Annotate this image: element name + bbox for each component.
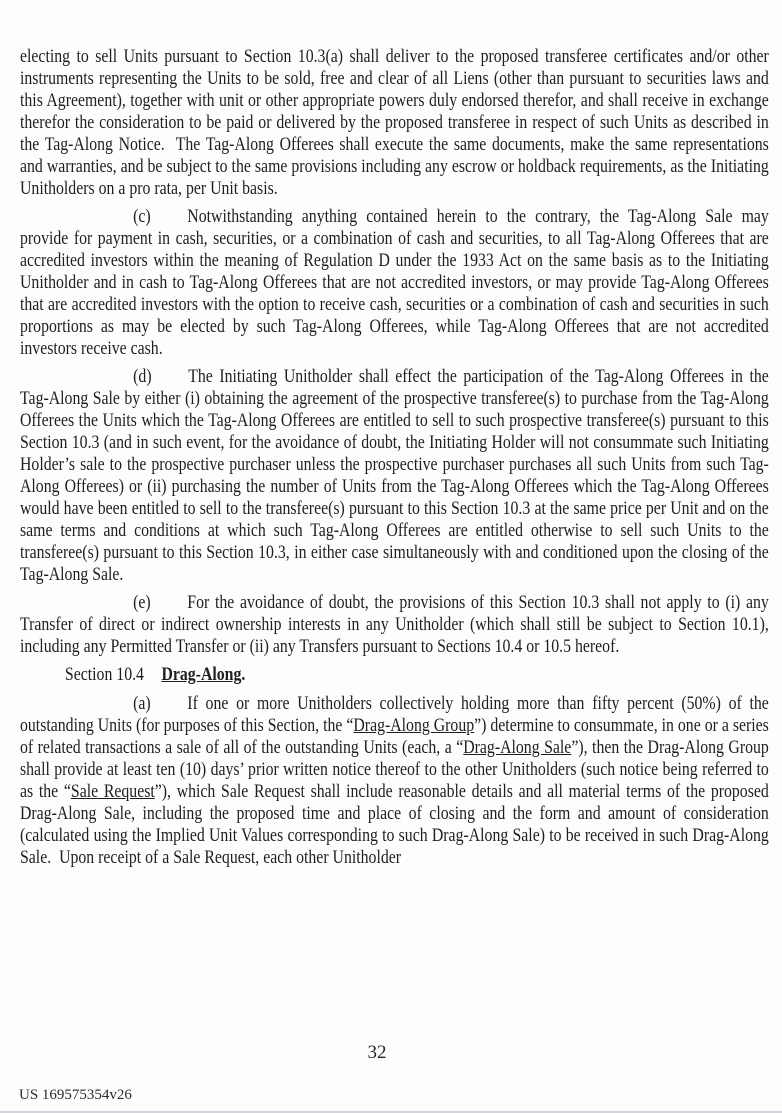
document-body xyxy=(20,46,769,875)
text-run: For the avoidance of doubt, the provisions of this Section 10.3 shall not apply to (i) any Transfer of direct or indirect ownership interests in any Unitholder (which shall still be subject to Section 10.1), including any Permitted Transfer or (ii) any Transfers pursuant to Sections 10.4 or 10.5 hereof. xyxy=(20,592,769,657)
text-run: The Initiating Unitholder shall effect the participation of the Tag-Along Offerees in the Tag-Along Sale by either (i) obtaining the agreement of the prospective transferee(s) to purchase from the Tag-Along Offerees the Units which the Tag-Along Offerees are entitled to sell to such prospective transferee(s) pursuant to this Section 10.3 (and in such event, for the avoidance of doubt, the Initiating Holder will not consummate such Initiating Holder’s sale to the prospective purchaser unless the prospective purchaser purchases all such Units from such Tag-Along Offerees) or (ii) purchasing the number of Units from the Tag-Along Offerees which the Tag-Along Offerees would have been entitled to sell to the transferee(s) pursuant to this Section 10.3 at the same price per Unit and on the same terms and conditions at which such Tag-Along Offerees are entitled otherwise to sell such Units to the transferee(s) pursuant to this Section 10.3, in either case simultaneously with and conditioned upon the closing of the Tag-Along Sale. xyxy=(20,366,769,585)
text-run: (a) xyxy=(133,693,151,714)
defined-term: Drag-Along xyxy=(161,664,242,685)
text-run: (c) xyxy=(133,206,151,227)
text-run: ”), which Sale Request shall include reasonable details and all material terms of the proposed Drag-Along Sale, including the proposed time and place of closing and the form and amount of consideration (calculated using the Implied Unit Values corresponding to such Drag-Along Sale) to be received in such Drag-Along Sale. Upon receipt of a Sale Request, each other Unitholder xyxy=(20,781,769,868)
paragraph-a xyxy=(20,693,769,869)
section-heading-10-4 xyxy=(20,664,769,686)
text-run: (e) xyxy=(133,592,151,613)
text-run: electing to sell Units pursuant to Section 10.3(a) shall deliver to the proposed transferee certificates and/or other instruments representing the Units to be sold, free and clear of all Liens (other than pursuant to securities laws and this Agreement), together with unit or other appropriate powers duly endorsed therefor, and shall receive in exchange therefor the consideration to be paid or delivered by the proposed transferee in respect of such Units as described in the Tag-Along Notice. The Tag-Along Offerees shall execute the same documents, make the same representations and warranties, and be subject to the same provisions including any escrow or holdback requirements, as the Initiating Unitholders on a pro rata, per Unit basis. xyxy=(20,46,769,199)
document-id-stamp: US 169575354v26 xyxy=(19,1087,132,1103)
text-run: ”), then the Drag-Along Group shall provide at least ten (10) days’ prior written notice thereof to the other Unitholders (such notice being referred to as the “ xyxy=(20,737,769,802)
text-run: If one or more Unitholders collectively holding more than fifty percent (50%) of the outstanding Units (for purposes of this Section, the “ xyxy=(20,693,769,736)
paragraph-d xyxy=(20,366,769,586)
text-run: (d) xyxy=(133,366,152,387)
text-run: ”) determine to consummate, in one or a series of related transactions a sale of all of the outstanding Units (each, a “ xyxy=(20,715,769,758)
text-run: Notwithstanding anything contained herein to the contrary, the Tag-Along Sale may provide for payment in cash, securities, or a combination of cash and securities, to all Tag-Along Offerees that are accredited investors within the meaning of Regulation D under the 1933 Act on the same basis as to the Initiating Unitholder and in cash to Tag-Along Offerees that are not accredited investors, or may provide Tag-Along Offerees that are accredited investors with the option to receive cash, securities or a combination of cash and securities in such proportions as may be elected by such Tag-Along Offerees, while Tag-Along Offerees that are not accredited investors receive cash. xyxy=(20,206,769,359)
paragraph-continued xyxy=(20,46,769,200)
defined-term: Drag-Along Sale xyxy=(463,737,572,758)
page-number: 32 xyxy=(367,1042,387,1063)
paragraph-e xyxy=(20,592,769,658)
text-run: Section 10.4 xyxy=(64,664,144,685)
defined-term: Drag-Along Group xyxy=(353,715,475,736)
text-run: . xyxy=(241,664,246,685)
paragraph-c xyxy=(20,206,769,360)
defined-term: Sale Request xyxy=(70,781,155,802)
